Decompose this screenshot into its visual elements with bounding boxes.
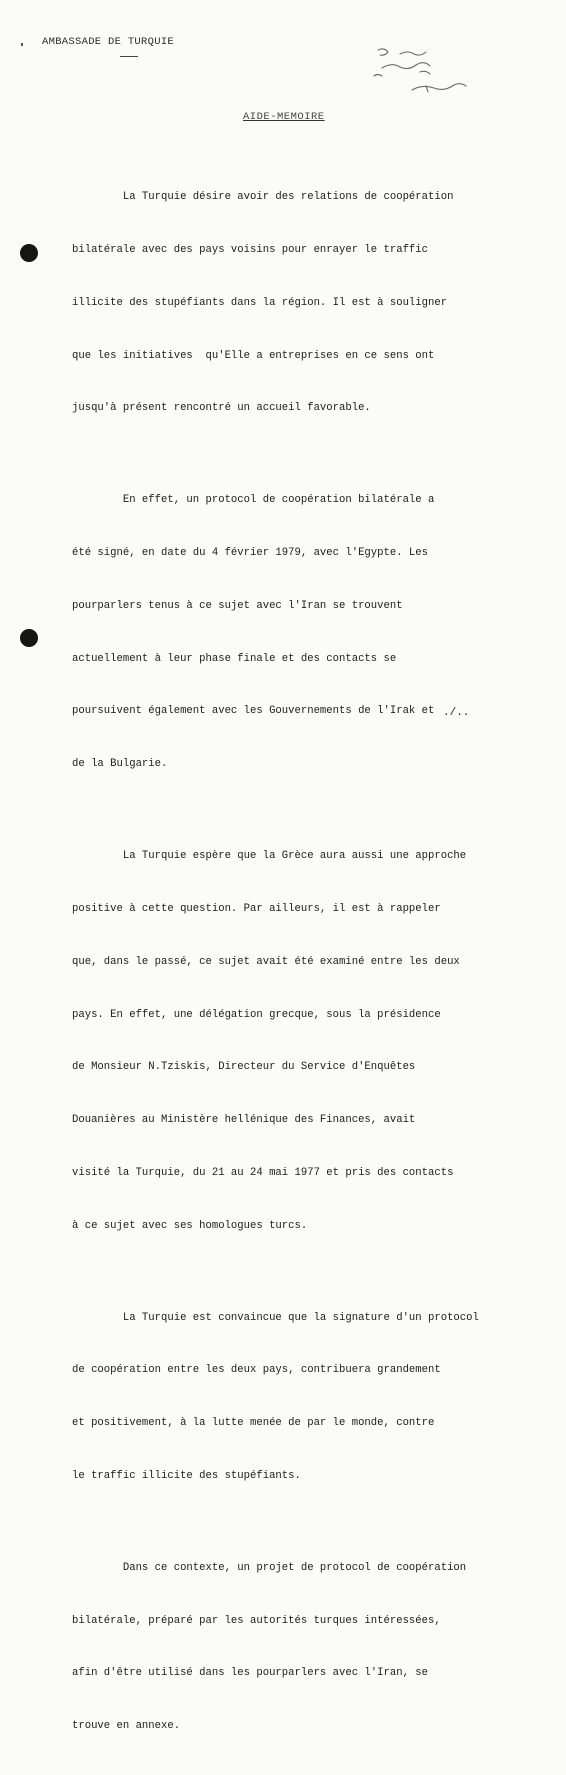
continuation-mark: ./.. [443, 707, 470, 719]
text-line: à ce sujet avec ses homologues turcs. [72, 1219, 308, 1232]
text-line: pourparlers tenus à ce sujet avec l'Iran se trouvent [72, 599, 403, 612]
text-line: bilatérale, préparé par les autorités turques intéressées, [72, 1614, 441, 1627]
header-underline [120, 56, 138, 57]
margin-mark [21, 43, 23, 46]
text-line: La Turquie espère que la Grèce aura aussi une approche [72, 850, 467, 863]
text-line: que les initiatives qu'Elle a entreprises en ce sens ont [72, 349, 435, 362]
punch-hole-bottom [20, 629, 38, 647]
text-line: trouve en annexe. [72, 1720, 181, 1733]
text-line: actuellement à leur phase finale et des contacts se [72, 652, 397, 665]
text-line: et positivement, à la lutte menée de par le monde, contre [72, 1417, 435, 1430]
text-line: poursuivent également avec les Gouvernements de l'Irak et [72, 705, 435, 718]
document-title: AIDE-MEMOIRE [243, 111, 325, 123]
text-line: pays. En effet, une délégation grecque, sous la présidence [72, 1008, 441, 1021]
text-line: visité la Turquie, du 21 au 24 mai 1977 et pris des contacts [72, 1166, 454, 1179]
document-body [72, 154, 556, 1775]
text-line: de Monsieur N.Tziskis, Directeur du Service d'Enquêtes [72, 1061, 416, 1074]
punch-hole-top [20, 244, 38, 262]
text-line: La Turquie est convaincue que la signature d'un protocol [72, 1311, 479, 1324]
text-line: bilatérale avec des pays voisins pour enrayer le traffic [72, 243, 429, 256]
text-line: été signé, en date du 4 février 1979, avec l'Egypte. Les [72, 547, 429, 560]
paragraph-1 [72, 154, 556, 453]
text-line: afin d'être utilisé dans les pourparlers avec l'Iran, se [72, 1667, 429, 1680]
embassy-header: AMBASSADE DE TURQUIE [42, 36, 175, 48]
text-line: Dans ce contexte, un projet de protocol de coopération [72, 1561, 467, 1574]
text-line: de la Bulgarie. [72, 758, 168, 771]
text-line: positive à cette question. Par ailleurs, il est à rappeler [72, 902, 441, 915]
text-line: de coopération entre les deux pays, contribuera grandement [72, 1364, 441, 1377]
paragraph-2 [72, 457, 556, 809]
text-line: le traffic illicite des stupéfiants. [72, 1469, 301, 1482]
text-line: Douanières au Ministère hellénique des Finances, avait [72, 1114, 416, 1127]
paragraph-3 [72, 813, 556, 1270]
paragraph-5 [72, 1525, 556, 1771]
paragraph-4 [72, 1274, 556, 1520]
text-line: La Turquie désire avoir des relations de coopération [72, 191, 454, 204]
text-line: jusqu'à présent rencontré un accueil favorable. [72, 402, 371, 415]
text-line: En effet, un protocol de coopération bilatérale a [72, 494, 435, 507]
handwritten-annotation [372, 46, 492, 106]
text-line: illicite des stupéfiants dans la région. Il est à souligner [72, 296, 448, 309]
text-line: que, dans le passé, ce sujet avait été examiné entre les deux [72, 955, 460, 968]
